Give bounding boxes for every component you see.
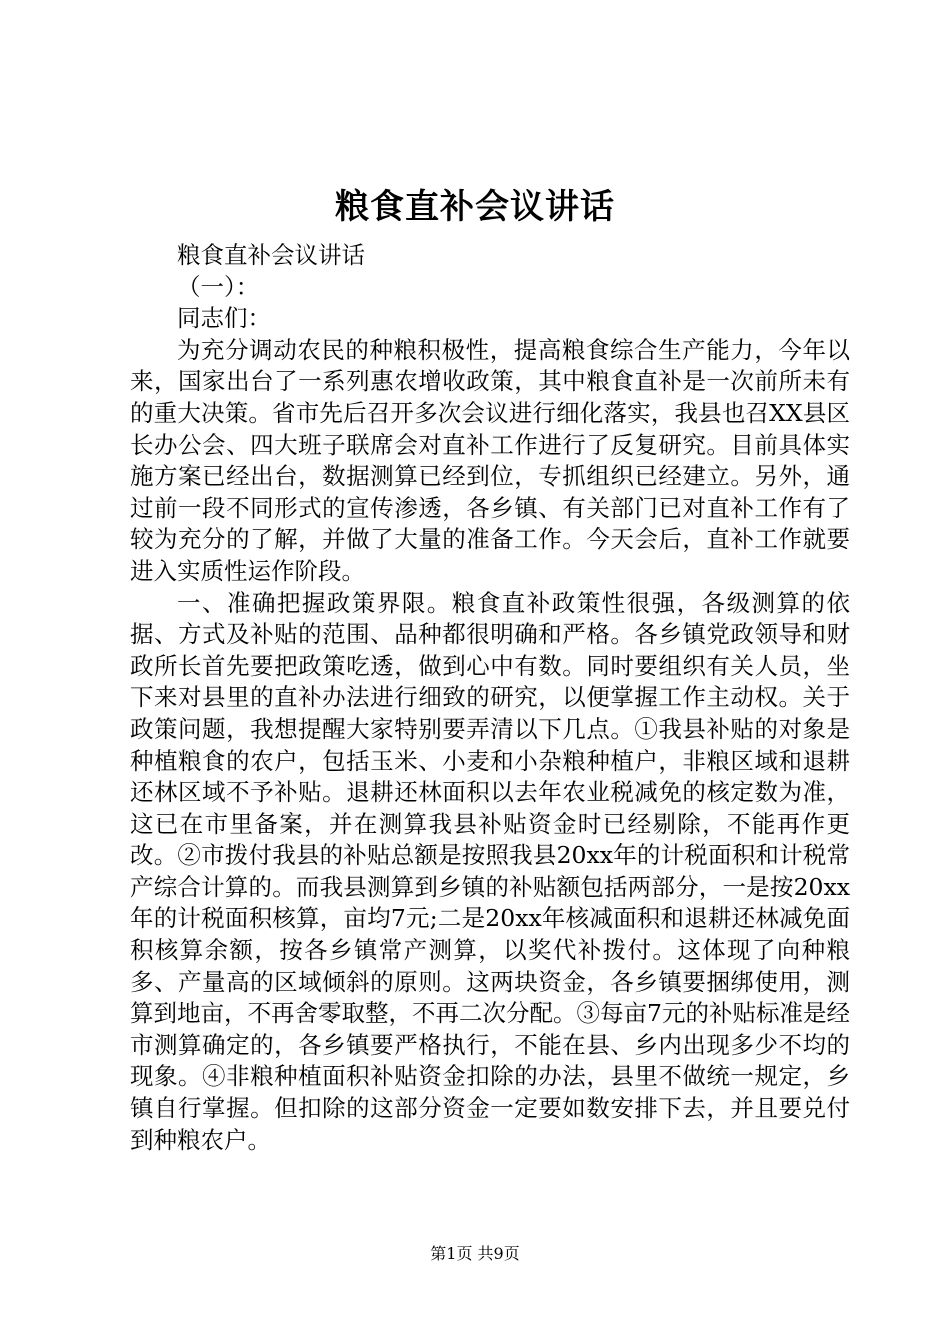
subtitle-line: 粮食直补会议讲话 [177,241,365,269]
document-title: 粮食直补会议讲话 [335,187,615,227]
document-body [130,240,850,1156]
page-number-footer: 第1页 共9页 [430,1244,520,1263]
salutation: 同志们： [177,304,271,333]
section-marker: （一）： [177,272,260,301]
paragraph-policy-limits: 一、准确把握政策界限。粮食直补政策性很强，各级测算的依据、方式及补贴的范围、品种都很明确和严格。各乡镇党政领导和财政所长首先要把政策吃透，做到心中有数。同时要组织有关人员，坐下来对县里的直补办法进行细致的研究，以便掌握工作主动权。关于政策问题，我想提醒大家特别要弄清以下几点。①我县补贴的对象是种植粮食的农户，包括玉米、小麦和小杂粮种植户，非粮区域和退耕还林区域不予补贴。退耕还林面积以去年农业税减免的核定数为准，这已在市里备案，并在测算我县补贴资金时已经剔除，不能再作更改。②市拨付我县的补贴总额是按照我县20xx年的计税面积和计税常产综合计算的。而我县测算到乡镇的补贴额包括两部分，一是按20xx年的计税面积核算，亩均7元;二是20xx年核减面积和退耕还林减免面积核算余额，按各乡镇常产测算，以奖代补拨付。这体现了向种粮多、产量高的区域倾斜的原则。这两块资金，各乡镇要捆绑使用，测算到地亩，不再舍零取整，不再二次分配。③每亩7元的补贴标准是经市测算确定的，各乡镇要严格执行，不能在县、乡内出现多少不均的现象。④非粮种植面积补贴资金扣除的办法，县里不做统一规定，乡镇自行掌握。但扣除的这部分资金一定要如数安排下去，并且要兑付到种粮农户。 [130,588,850,1154]
paragraph-intro: 为充分调动农民的种粮积极性，提高粮食综合生产能力，今年以来，国家出台了一系列惠农增收政策，其中粮食直补是一次前所未有的重大决策。省市先后召开多次会议进行细化落实，我县也召XX县区长办公会、四大班子联席会对直补工作进行了反复研究。目前具体实施方案已经出台，数据测算已经到位，专抓组织已经建立。另外，通过前一段不同形式的宣传渗透，各乡镇、有关部门已对直补工作有了较为充分的了解，并做了大量的准备工作。今天会后，直补工作就要进入实质性运作阶段。 [130,335,850,585]
